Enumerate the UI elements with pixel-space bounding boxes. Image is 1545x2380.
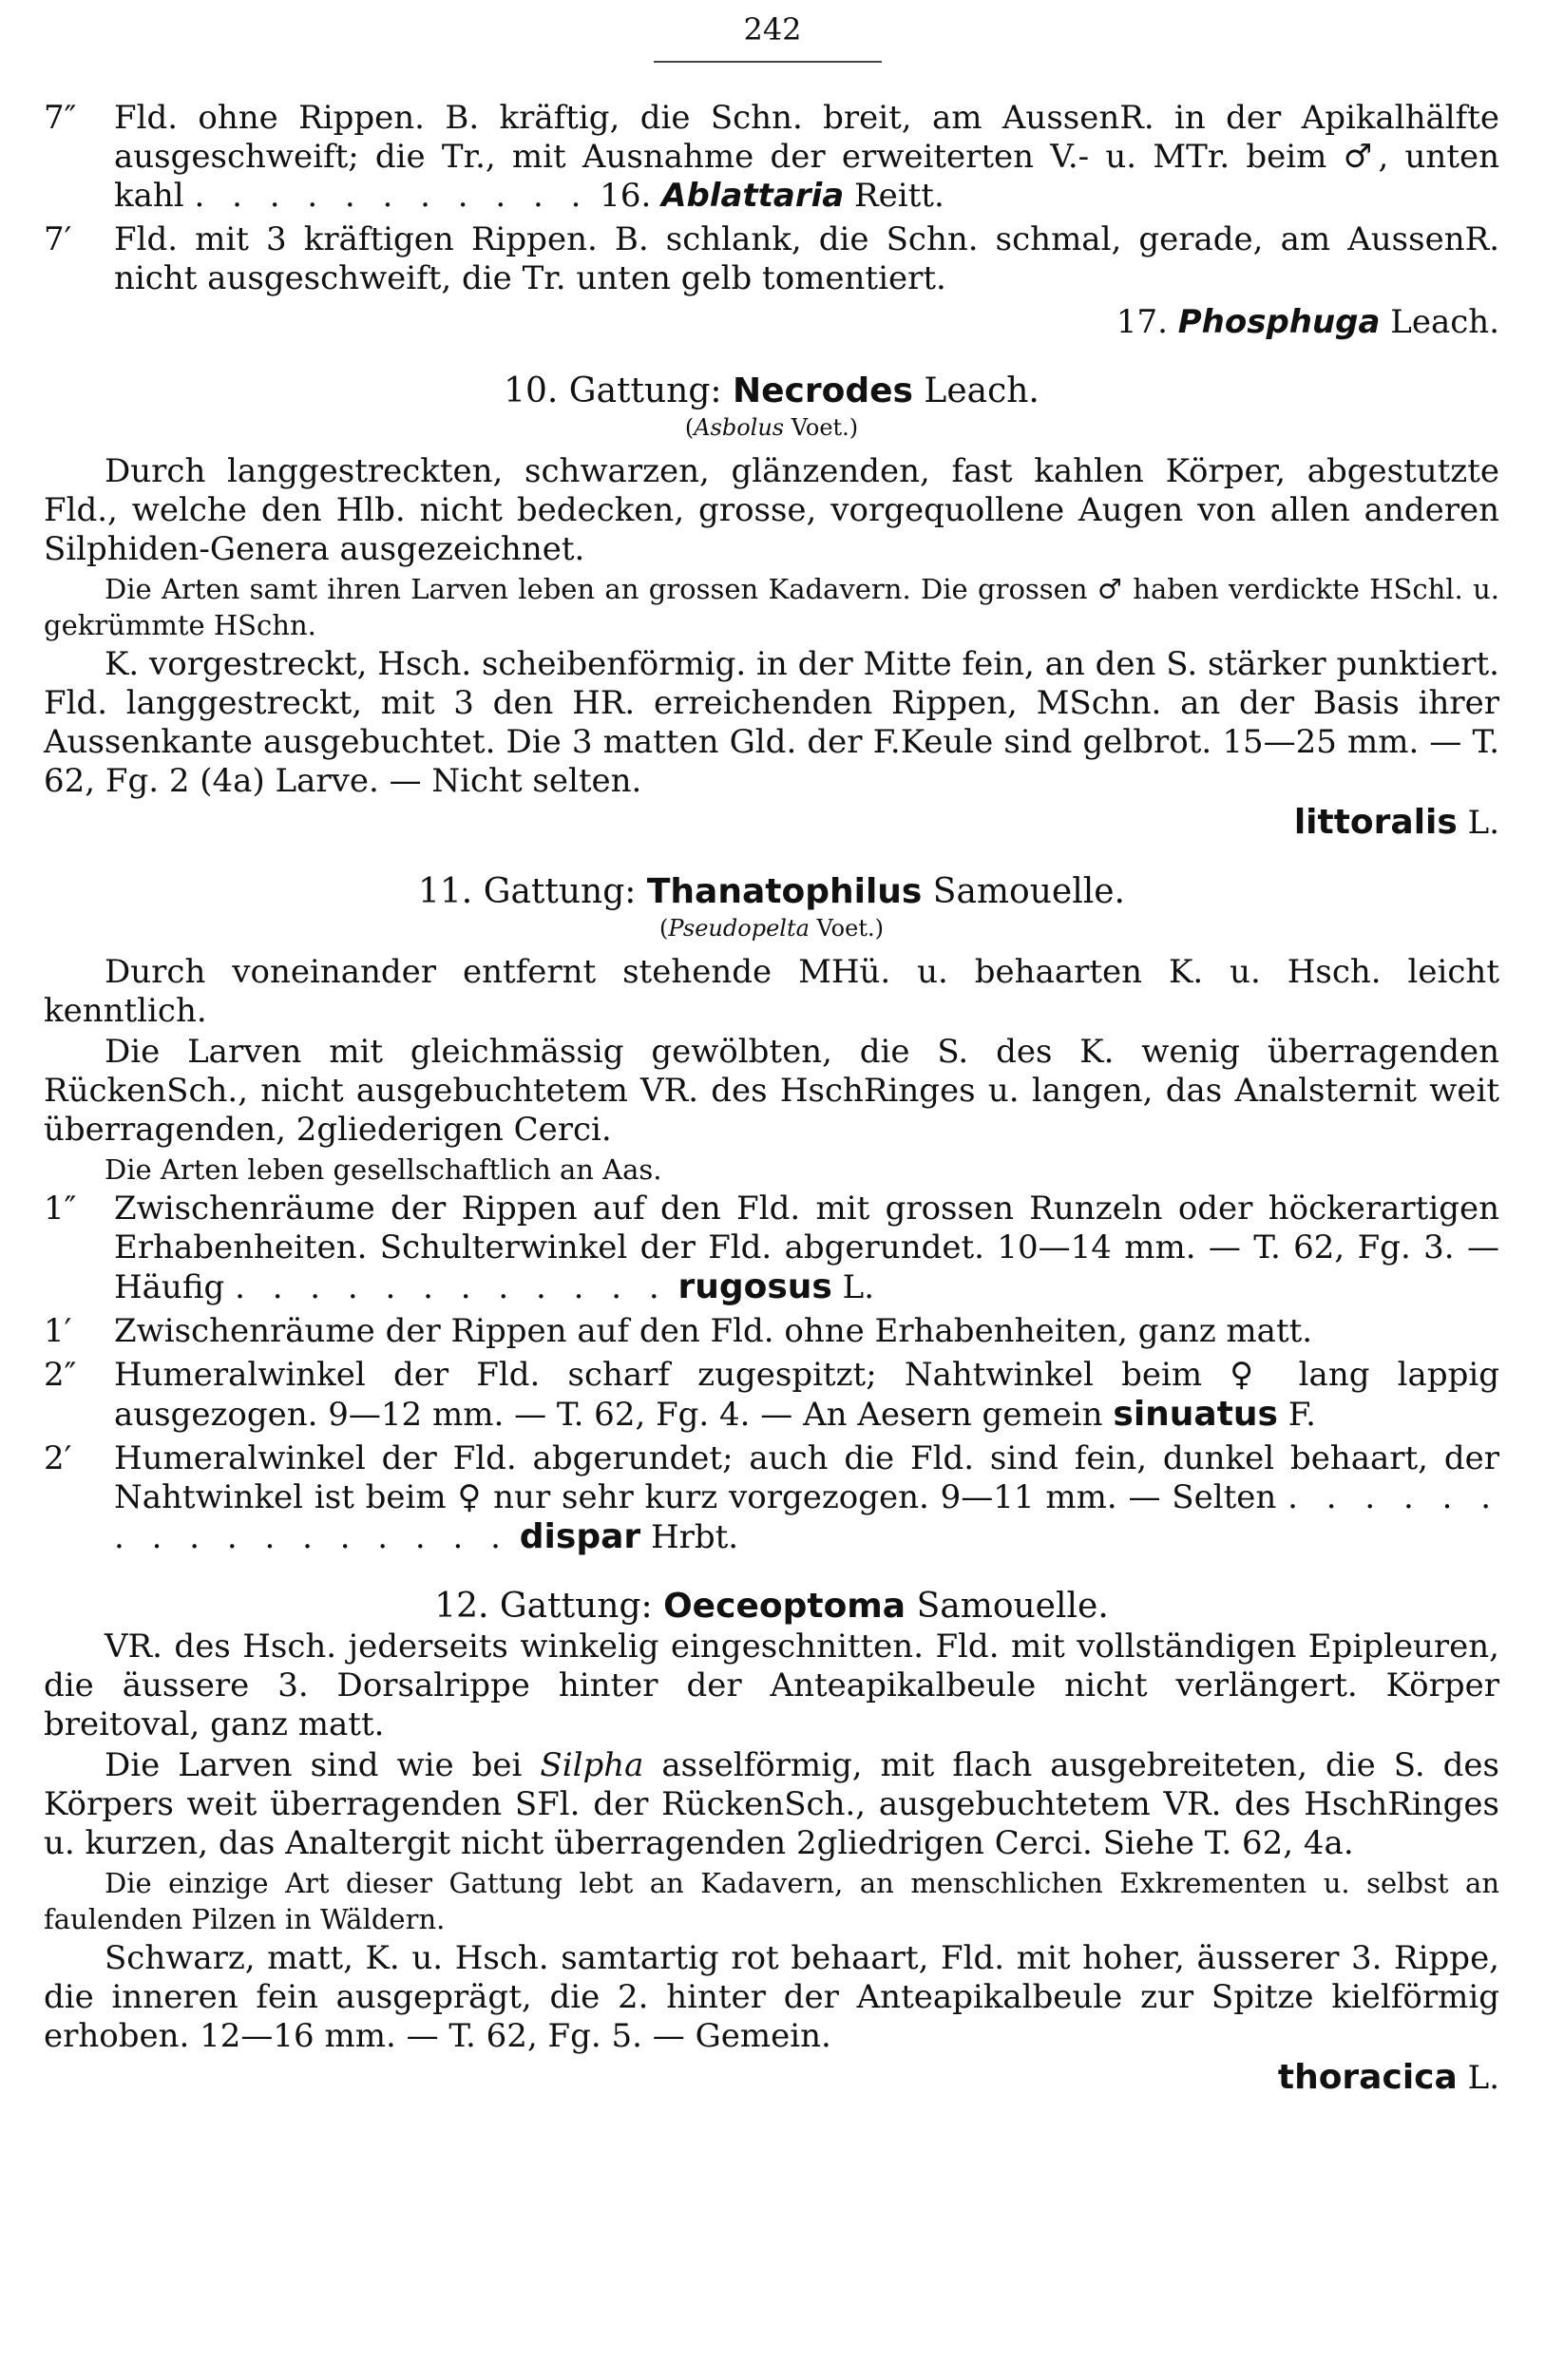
leader-dots: . . . . . . . . . . . . (235, 1268, 668, 1306)
key-label: 7″ (44, 99, 77, 137)
genus-heading-10 (44, 371, 1499, 412)
key-text: Zwischenräume der Rippen auf den Fld. mit grossen Runzeln oder höckerartigen Erhabenheiten. Schulterwinkel der Fld. abgerundet. 10—14 mm. — T. 62, Fg. 3. — Häufig (114, 1190, 1499, 1306)
key-text: Humeralwinkel der Fld. scharf zugespitzt; Nahtwinkel beim ♀ lang lappig ausgezogen. 9—12 mm. — T. 62, Fg. 4. — An Aesern gemein (114, 1356, 1499, 1434)
genus-prefix: 11. Gattung: (418, 872, 637, 911)
genus-name: Phosphuga (1177, 303, 1381, 341)
syn-paren: ( (684, 414, 695, 441)
header-rule (654, 61, 882, 63)
synonym-name: Pseudopelta (668, 915, 810, 942)
genus-prefix: 12. Gattung: (434, 1587, 653, 1626)
species-name: dispar (519, 1517, 641, 1556)
species-name: littoralis (1293, 803, 1458, 842)
key-label: 1′ (44, 1312, 72, 1350)
larva-description (44, 1746, 1499, 1863)
species-name: sinuatus (1113, 1395, 1278, 1434)
genus-author: Reitt. (854, 177, 944, 215)
species-name: rugosus (677, 1267, 832, 1306)
synonym-author: Voet.) (816, 915, 884, 942)
key-couplet-1b (44, 1312, 1499, 1351)
genus-description: Durch langgestreckten, schwarzen, glänzenden, fast kahlen Körper, abgestutzte Fld., welche den Hlb. nicht bedecken, grosse, vorgequollene Augen von allen anderen Silphiden-Genera ausgezeichnet. (44, 452, 1499, 568)
species-author: L. (1467, 804, 1499, 842)
syn-paren: ( (659, 915, 669, 942)
genus-heading-name: Necrodes (732, 371, 913, 410)
page-content (44, 99, 1499, 2102)
species-author: L. (842, 1268, 875, 1306)
key-label: 2″ (44, 1356, 77, 1394)
genus-heading-11 (44, 871, 1499, 913)
species-result (44, 2058, 1499, 2098)
biology-note: Die einzige Art dieser Gattung lebt an Kadavern, an menschlichen Exkrementen u. selbst an faulenden Pilzen in Wäldern. (44, 1867, 1499, 1935)
genus-heading-author: Samouelle. (916, 1587, 1109, 1626)
key-label: 1″ (44, 1190, 77, 1228)
genus-heading-name: Thanatophilus (646, 872, 923, 911)
key-text: Fld. ohne Rippen. B. kräftig, die Schn. breit, am AussenR. in der Apikalhälfte ausgeschweift; die Tr., mit Ausnahme der erweiterten V.- u. MTr. beim ♂, unten kahl (114, 99, 1499, 215)
synonym (44, 913, 1499, 943)
synonym (44, 412, 1499, 443)
page-number: 242 (743, 11, 802, 48)
genus-description: Durch voneinander entfernt stehende MHü. u. behaarten K. u. Hsch. leicht kenntlich. (44, 953, 1499, 1030)
biology-note: Die Arten leben gesellschaftlich an Aas. (105, 1153, 662, 1186)
key-label: 7′ (44, 220, 72, 258)
synonym-name: Asbolus (694, 414, 785, 441)
genus-ref: Silpha (540, 1746, 644, 1784)
key-couplet-7a (44, 99, 1499, 216)
larva-text-b: asselförmig, mit flach ausgebreiteten, die S. des Körpers weit überragenden SFl. der RückenSch., ausgebuchtetem VR. des HschRinges u. kurzen, das Analtergit nicht überragenden 2gliedrigen Cerci. Siehe T. 62, 4a. (44, 1746, 1499, 1862)
genus-number: 17. (1116, 303, 1168, 341)
species-author: L. (1467, 2059, 1499, 2097)
species-result (44, 803, 1499, 843)
key-couplet-7b (44, 220, 1499, 298)
larva-text-a: Die Larven sind wie bei (105, 1746, 523, 1784)
key-couplet-1a (44, 1190, 1499, 1307)
species-author: F. (1288, 1396, 1316, 1434)
biology-note: Die Arten samt ihren Larven leben an grossen Kadavern. Die grossen ♂ haben verdickte HSchl. u. gekrümmte HSchn. (44, 573, 1499, 641)
genus-heading-author: Samouelle. (932, 872, 1125, 911)
genus-heading-author: Leach. (924, 371, 1040, 410)
leader-dots: . . . . . . . . . . . . . . . . . (114, 1478, 1500, 1556)
key-couplet-2b (44, 1439, 1499, 1557)
genus-description: VR. des Hsch. jederseits winkelig eingeschnitten. Fld. mit vollständigen Epipleuren, die äussere 3. Dorsalrippe hinter der Anteapikalbeule nicht verlängert. Körper breitoval, ganz matt. (44, 1628, 1499, 1743)
genus-name: Ablattaria (661, 177, 845, 215)
genus-heading-name: Oeceoptoma (663, 1587, 906, 1626)
species-description: K. vorgestreckt, Hsch. scheibenförmig. in der Mitte fein, an den S. stärker punktiert. Fld. langgestreckt, mit 3 den HR. erreichenden Rippen, MSchn. an der Basis ihrer Aussenkante ausgebuchtet. Die 3 matten Gld. der F.Keule sind gelbrot. 15—25 mm. — T. 62, Fg. 2 (4a) Larve. — Nicht selten. (44, 645, 1499, 800)
genus-prefix: 10. Gattung: (504, 371, 722, 410)
leader-dots: . . . . . . . . . . . (194, 177, 590, 215)
key-text: Fld. mit 3 kräftigen Rippen. B. schlank, die Schn. schmal, gerade, am AussenR. nicht ausgeschweift, die Tr. unten gelb tomentiert. (114, 220, 1499, 297)
synonym-author: Voet.) (791, 414, 859, 441)
species-description: Schwarz, matt, K. u. Hsch. samtartig rot behaart, Fld. mit hoher, äusserer 3. Rippe, die inneren fein ausgeprägt, die 2. hinter der Anteapikalbeule zur Spitze kielförmig erhoben. 12—16 mm. — T. 62, Fg. 5. — Gemein. (44, 1939, 1499, 2055)
genus-heading-12 (44, 1586, 1499, 1628)
key-text: Humeralwinkel der Fld. abgerundet; auch die Fld. sind fein, dunkel behaart, der Nahtwinkel ist beim ♀ nur sehr kurz vorgezogen. 9—11 mm. — Selten (114, 1439, 1499, 1516)
key-couplet-2a (44, 1356, 1499, 1435)
species-author: Hrbt. (650, 1518, 739, 1556)
genus-number: 16. (600, 177, 652, 215)
key-label: 2′ (44, 1439, 72, 1477)
genus-author: Leach. (1390, 303, 1499, 341)
key-text: Zwischenräume der Rippen auf den Fld. ohne Erhabenheiten, ganz matt. (114, 1312, 1313, 1350)
larva-description: Die Larven mit gleichmässig gewölbten, die S. des K. wenig überragenden RückenSch., nicht ausgebuchtetem VR. des HschRinges u. langen, das Analsternit weit überragenden, 2gliederigen Cerci. (44, 1033, 1499, 1149)
species-name: thoracica (1277, 2058, 1458, 2097)
key-result (44, 303, 1499, 342)
